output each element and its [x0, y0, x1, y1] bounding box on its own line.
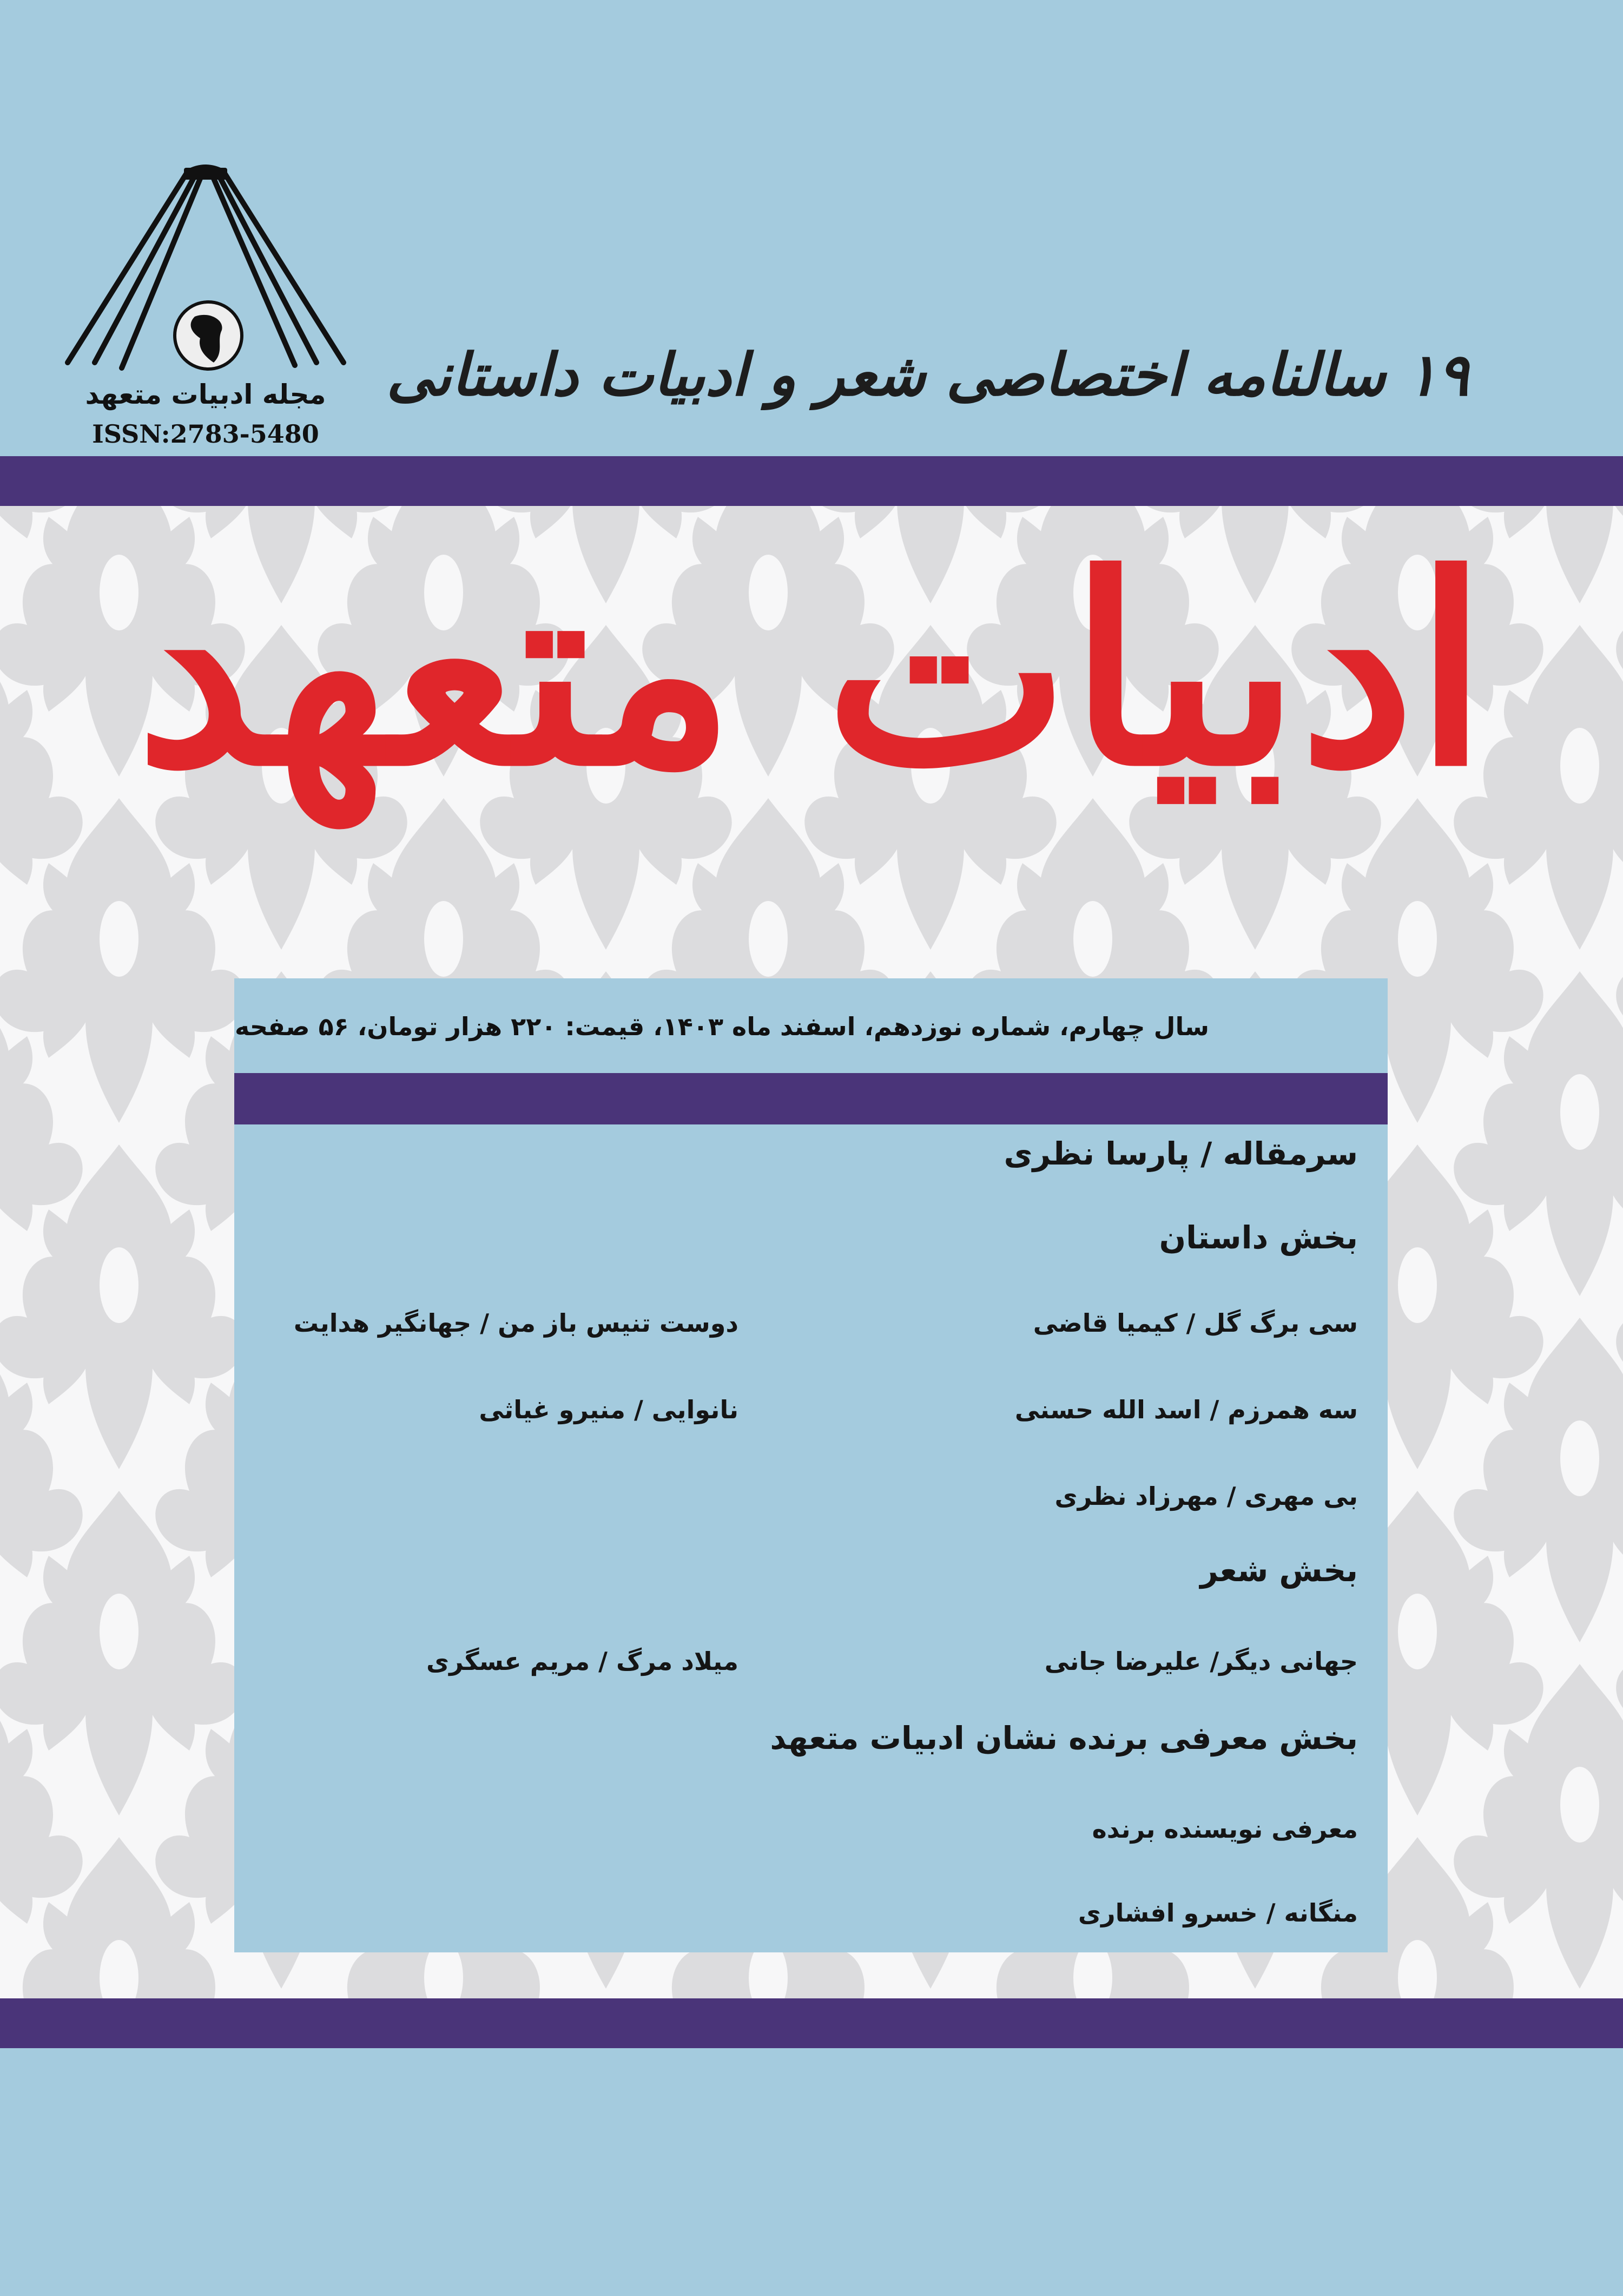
- bottom-purple-band: [0, 1998, 1623, 2048]
- toc-fiction-heading: بخش داستان: [1159, 1219, 1358, 1256]
- logo-name: مجله ادبیات متعهد: [85, 379, 326, 410]
- toc-poetry-heading: بخش شعر: [1200, 1552, 1358, 1589]
- toc-item: میلاد مرگ / مریم عسگری: [426, 1647, 738, 1676]
- top-purple-band: [0, 456, 1623, 506]
- toc-item: نانوایی / منیرو غیاثی: [479, 1395, 738, 1424]
- magazine-title: ادبیات متعهد: [136, 518, 1487, 824]
- issn-text: ISSN:2783-5480: [92, 419, 319, 449]
- toc-item: جهانی دیگر/ علیرضا جانی: [1044, 1647, 1358, 1676]
- toc-item: معرفی نویسنده برنده: [1092, 1814, 1358, 1844]
- toc-item: بی مهری / مهرزاد نظری: [1054, 1482, 1358, 1511]
- subtitle: ۱۹ سالنامه اختصاصی شعر و ادبیات داستانی: [386, 341, 1469, 409]
- toc-item: دوست تنیس باز من / جهانگیر هدایت: [293, 1308, 738, 1338]
- toc-editorial: سرمقاله / پارسا نظری: [1004, 1135, 1358, 1172]
- table-of-contents-box: [234, 978, 1388, 1952]
- toc-item: سه همرزم / اسد الله حسنی: [1014, 1395, 1358, 1424]
- toc-award-heading: بخش معرفی برنده نشان ادبیات متعهد: [770, 1720, 1358, 1756]
- toc-item: منگانه / خسرو افشاری: [1078, 1898, 1358, 1927]
- box-purple-band: [234, 1073, 1388, 1124]
- book-globe-icon: [62, 162, 349, 379]
- toc-item: سی برگ گل / کیمیا قاضی: [1033, 1308, 1358, 1338]
- issue-info: سال چهارم، شماره نوزدهم، اسفند ماه ۱۴۰۳، قیمت: ۲۲۰ هزار تومان، ۵۶ صفحه: [234, 1012, 1209, 1041]
